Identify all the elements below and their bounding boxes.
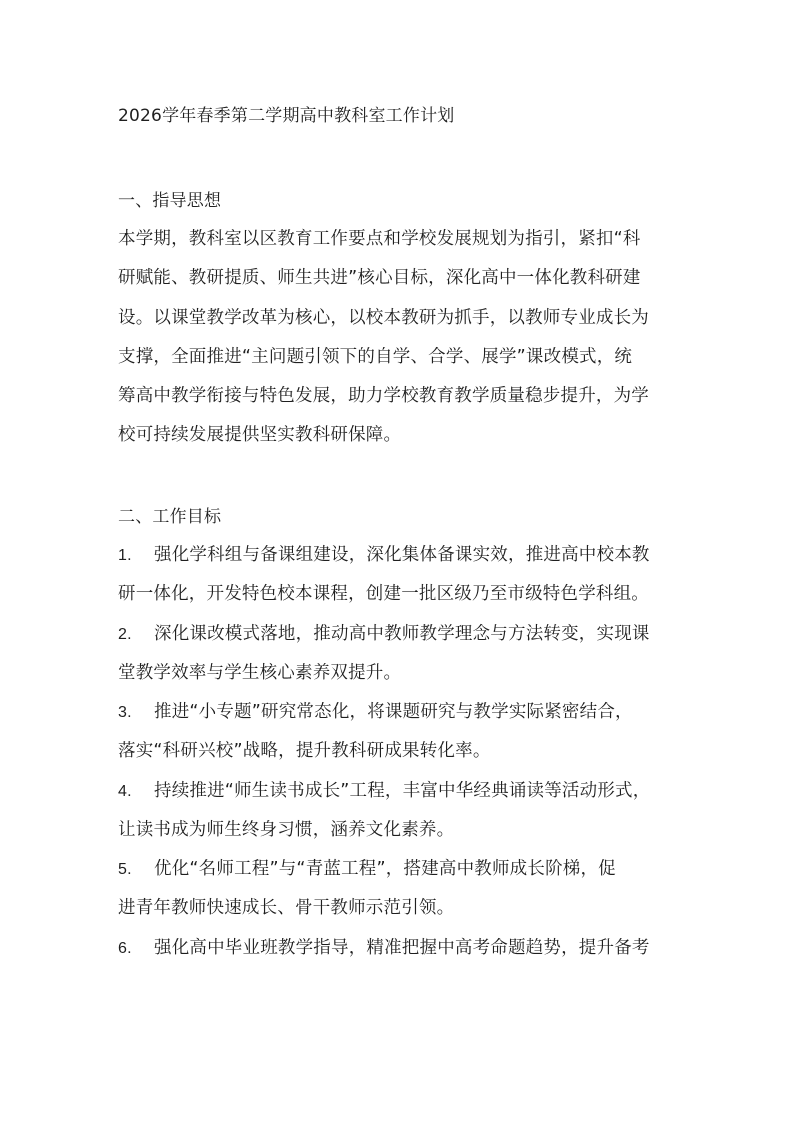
list-item-2-continuation: 堂教学效率与学生核心素养双提升。 [118,663,402,683]
list-item-1 [118,543,678,568]
list-item-3-continuation: 落实“科研兴校”战略，提升教科研成果转化率。 [118,741,491,761]
list-text: 持续推进“师生读书成长”工程，丰富中华经典诵读等活动形式， [154,781,651,801]
list-item-6 [118,936,678,961]
list-number: 6. [118,940,132,957]
list-text: 深化课改模式落地，推动高中教师教学理念与方法转变，实现课 [154,624,650,644]
paragraph-line: 本学期，教科室以区教育工作要点和学校发展规划为指引，紧扣“科 [118,229,641,249]
list-number: 4. [118,783,132,800]
list-item-4 [118,779,678,804]
list-item-5 [118,857,678,882]
list-number: 2. [118,626,132,643]
list-text: 强化学科组与备课组建设，深化集体备课实效，推进高中校本教 [154,545,650,565]
list-item-4-continuation: 让读书成为师生终身习惯，涵养文化素养。 [118,820,455,840]
list-text: 优化“名师工程”与“青蓝工程”，搭建高中教师成长阶梯，促 [154,859,616,879]
paragraph-line: 校可持续发展提供坚实教科研保障。 [118,425,402,445]
section-heading-work-goals: 二、工作目标 [118,507,222,527]
list-text: 推进“小专题”研究常态化，将课题研究与教学实际紧密结合， [154,702,633,722]
list-number: 1. [118,547,132,564]
list-item-5-continuation: 进青年教师快速成长、骨干教师示范引领。 [118,898,455,918]
list-item-3 [118,700,678,725]
document-title: 2026学年春季第二学期高中教科室工作计划 [118,106,455,126]
paragraph-line: 研赋能、教研提质、师生共进”核心目标，深化高中一体化教科研建 [118,268,641,288]
list-item-1-continuation: 研一体化，开发特色校本课程，创建一批区级乃至市级特色学科组。 [118,584,649,604]
paragraph-line: 筹高中教学衔接与特色发展，助力学校教育教学质量稳步提升，为学 [118,386,649,406]
list-number: 5. [118,861,132,878]
paragraph-line: 支撑，全面推进“主问题引领下的自学、合学、展学”课改模式，统 [118,347,633,367]
list-item-2 [118,622,678,647]
section-heading-guiding-ideology: 一、指导思想 [118,191,222,211]
list-number: 3. [118,704,132,721]
list-text: 强化高中毕业班教学指导，精准把握中高考命题趋势，提升备考 [154,938,650,958]
paragraph-line: 设。以课堂教学改革为核心，以校本教研为抓手，以教师专业成长为 [118,308,649,328]
